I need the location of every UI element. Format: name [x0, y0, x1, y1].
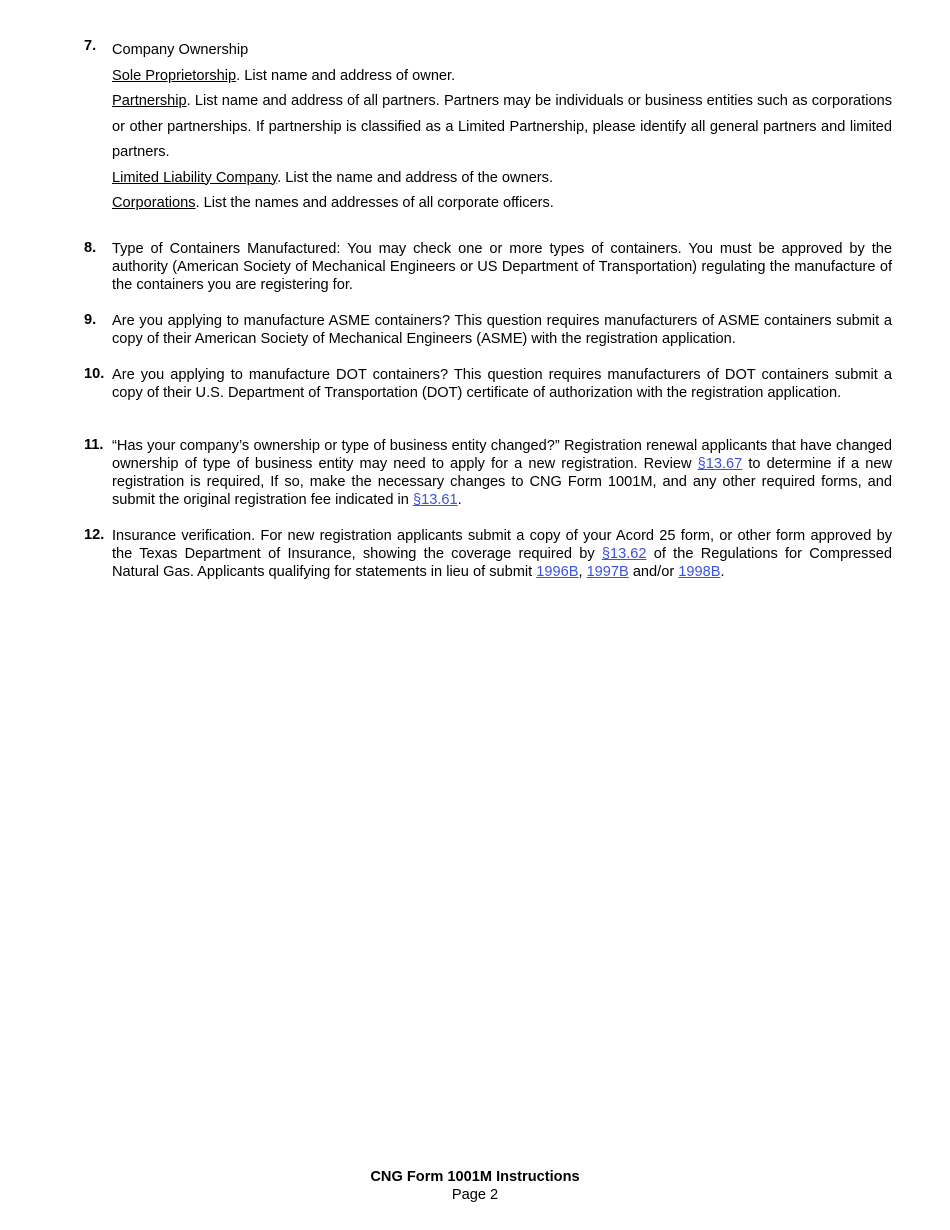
text-segment: .	[457, 492, 462, 508]
item-text	[112, 527, 892, 581]
item-text: Type of Containers Manufactured: You may check one or more types of containers. You must be approved by the authority (American Society of Mechanical Engineers or US Department of Transportation) regulating the manufacture of the containers you are registering for.	[112, 241, 892, 293]
ownership-entry-llc	[112, 166, 892, 192]
item-number: 8.	[84, 240, 97, 256]
ownership-entry-partnership	[112, 89, 892, 166]
link-form-1997b[interactable]: 1997B	[586, 564, 629, 580]
instruction-item-12	[84, 527, 892, 581]
entry-term: Limited Liability Company	[112, 169, 278, 186]
instruction-item-10	[84, 366, 892, 402]
entry-term: Partnership	[112, 93, 187, 109]
link-form-1996b[interactable]: 1996B	[536, 564, 579, 580]
entry-text: . List the names and addresses of all corporate officers.	[195, 195, 554, 211]
entry-term: Sole Proprietorship	[112, 67, 237, 84]
text-segment: ,	[578, 564, 587, 580]
item-text: Are you applying to manufacture DOT containers? This question requires manufacturers of DOT containers submit a copy of their U.S. Department of Transportation (DOT) certificate of authorization with the registration application.	[112, 367, 892, 401]
footer-title: CNG Form 1001M Instructions	[370, 1169, 580, 1185]
text-segment: to determine if a new registration is required, If so, make the necessary changes to CNG Form 1001M, and any other required forms, and submit the original registration fee indicated in	[112, 456, 893, 508]
page-footer	[0, 1168, 950, 1204]
link-section-13-61[interactable]: §13.61	[412, 492, 458, 508]
item-text: Are you applying to manufacture ASME containers? This question requires manufacturers of ASME containers submit a copy of their American Society of Mechanical Engineers (ASME) with the registration application.	[112, 313, 892, 347]
entry-text: . List the name and address of the owners.	[277, 169, 554, 186]
instruction-item-8	[84, 240, 892, 294]
entry-term: Corporations	[112, 195, 196, 211]
link-section-13-62[interactable]: §13.62	[601, 546, 647, 562]
text-segment: “Has your company’s ownership or type of business entity changed?” Registration renewal applicants that have changed ownership of type of business entity may need to apply for a new registration. Review	[112, 438, 892, 472]
item-body	[112, 38, 892, 217]
page-number: Page 2	[451, 1187, 499, 1203]
item-number: 12.	[84, 527, 105, 543]
item-number: 7.	[84, 38, 97, 54]
entry-text: . List name and address of all partners. Partners may be individuals or business entities such as corporations or other partnerships. If partnership is classified as a Limited Partnership, please identify all general partners and limited partners.	[112, 93, 892, 160]
item-title: Company Ownership	[112, 42, 249, 58]
item-text	[112, 437, 892, 509]
instruction-item-9	[84, 312, 892, 348]
entry-text: . List name and address of owner.	[236, 67, 456, 84]
text-segment: of the Regulations for Compressed Natural Gas. Applicants qualifying for statements in lieu of submit	[112, 546, 892, 580]
ownership-entry-sole-proprietorship	[112, 64, 892, 90]
text-segment: Insurance verification. For new registration applicants submit a copy of your Acord 25 form, or other form approved by the Texas Department of Insurance, showing the coverage required by	[112, 528, 892, 562]
item-number: 10.	[84, 366, 105, 382]
ownership-entry-corporations	[112, 191, 892, 217]
instruction-item-7	[84, 38, 892, 217]
text-segment: .	[720, 564, 725, 580]
item-number: 11.	[84, 437, 104, 453]
text-segment: and/or	[628, 564, 679, 580]
instruction-item-11	[84, 437, 892, 509]
link-form-1998b[interactable]: 1998B	[678, 564, 721, 580]
item-number: 9.	[84, 312, 97, 328]
link-section-13-67[interactable]: §13.67	[697, 456, 743, 472]
